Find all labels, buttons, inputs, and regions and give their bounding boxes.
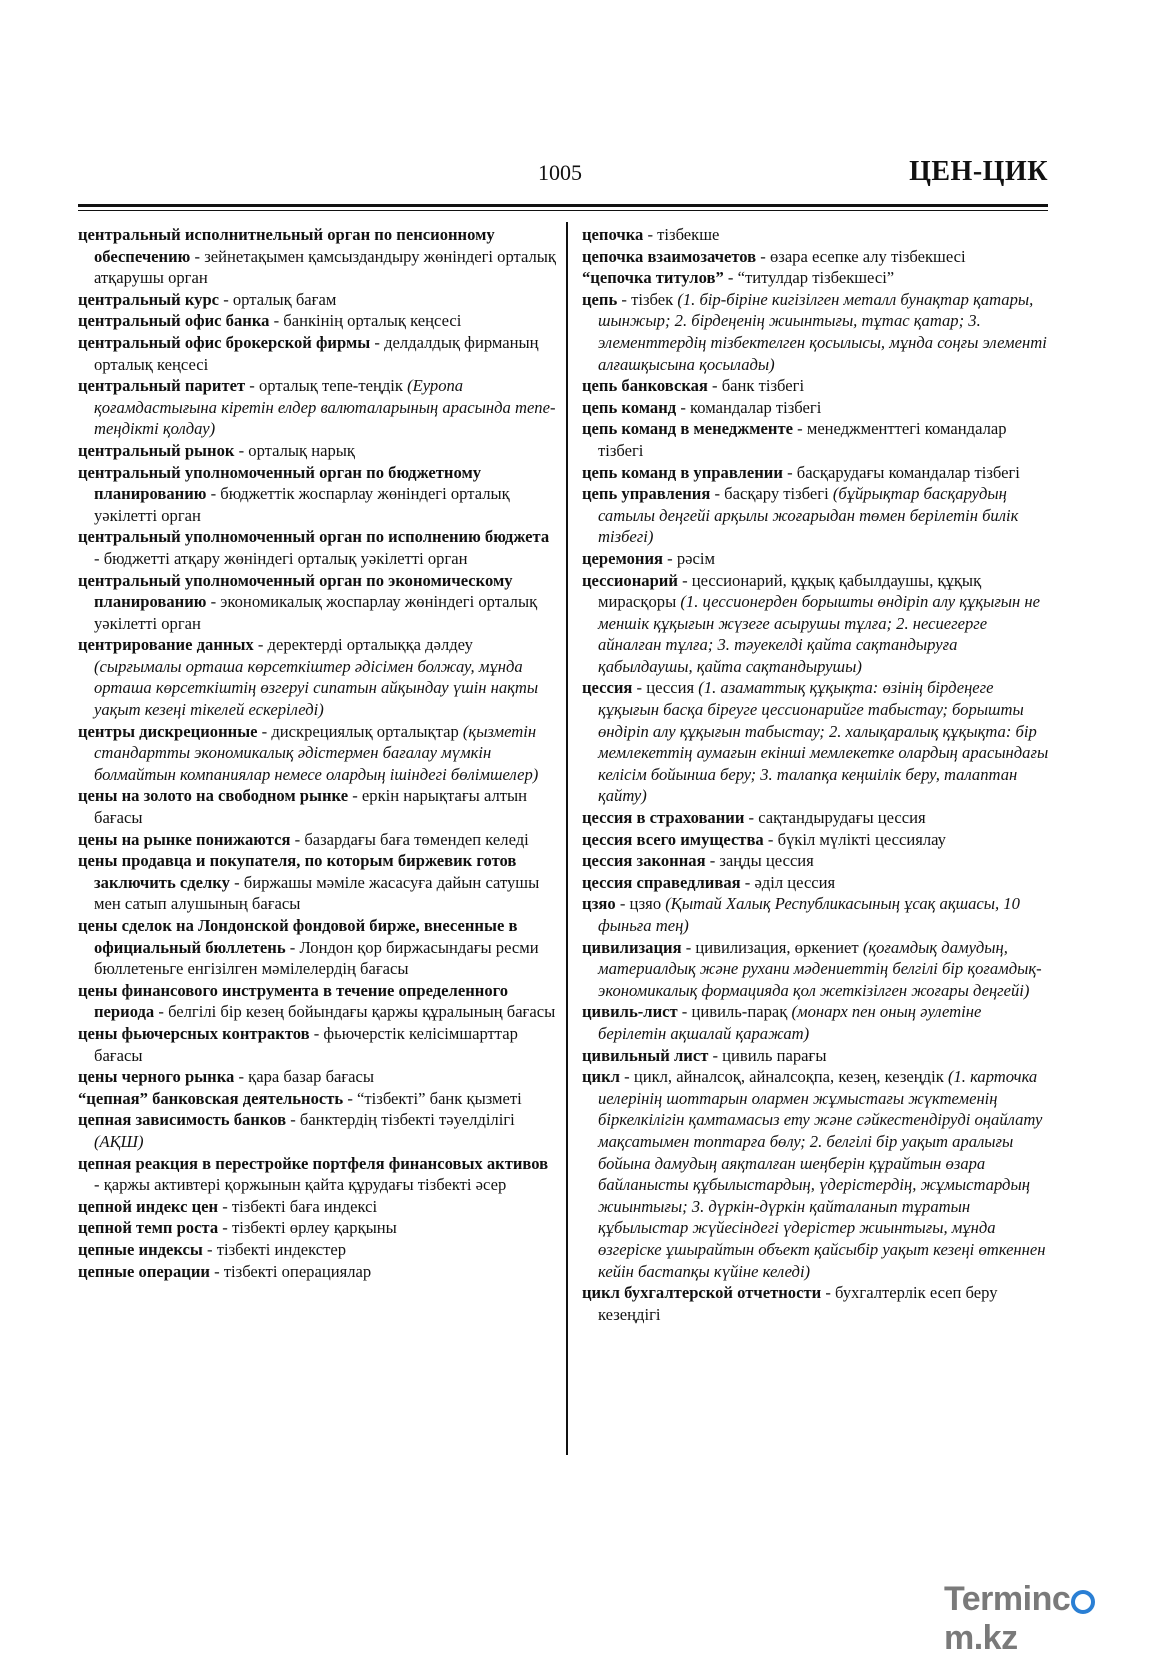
dictionary-entry: цепь команд в управлении - басқарудағы командалар тізбегі [582,462,1020,482]
entry-translation: басқару тізбегі [724,484,829,504]
entry-translation: делдалдық фирманың орталық кеңсесі [94,332,539,374]
entry-translation: фьючерстік келісімшарттар бағасы [94,1023,518,1065]
entry-translation: цивиль-парақ [691,1002,788,1022]
entry-term: цепь команд [582,397,677,417]
entry-note: (бұйрықтар басқарудың сатылы деңгейі арқылы жоғарыдан төмен берілетін билік тізбегі) [598,484,1019,547]
entry-translation: базардағы баға төмендеп келеді [304,829,529,849]
dictionary-entry: центральный офис банка - банкінің орталық кеңсесі [78,311,462,331]
dictionary-entry: цессионарий - цессионарий, құқық қабылдаушы, құқық мирасқоры (1. цессионерден борышты өндіріп алу құқығын не меншік құқығын жүзеге асырушы тұлға; 2. несиегерге айналған тұлға; 3. тәуекелді қайта сақтандыруға қабылдаушы, қайта сақтандырушы) [582,570,1041,676]
dictionary-entry: цессия справедливая - әділ цессия [582,872,836,892]
dictionary-entry: цепная реакция в перестройке портфеля финансовых активов - қаржы активтері қоржынын қайта құрудағы тізбекті әсер [78,1153,549,1195]
dictionary-entry: “цепная” банковская деятельность - “тізбекті” банк қызметі [78,1088,522,1108]
dictionary-entry: цепь управления - басқару тізбегі (бұйрықтар басқарудың сатылы деңгейі арқылы жоғарыдан төмен берілетін билік тізбегі) [582,484,1019,547]
entry-note: (сырғымалы орташа көрсеткіштер әдісімен болжау, мұнда орташа көрсеткіштің өзгеруі сипатын айқындау үшін нақты уақыт кезеңі тікелей ескеріледі) [94,656,539,720]
entry-note: (1. карточка иелерінің шоттарын олармен жұмыстағы жүктеменің біркелкілігін қамтамасыз ету және сәйкестендіруді оңайлату мақсатымен топтарға бөлу; 2. белгілі бір уақыт аралығы бойына дамудың аяқталған шеңберін құрайтын өзара байланысты құбылыстардың, үдерістердің, жұмыстардың жиынтығы; 3. дүркін-дүркін қайталанып тұратын құбылыстар жүйесіндегі үдерістер жиынтығы, мұнда өзгеріске ұшырайтын объект қайсыбір уақыт кезеңі өткеннен кейін бастапқы күйіне келеді) [598,1067,1046,1281]
page-number: 1005 [538,160,582,185]
entry-translation: рәсім [676,548,715,568]
dictionary-entry: цепь банковская - банк тізбегі [582,376,805,396]
entry-translation: цивилизация, өркениет [695,937,859,957]
entry-translation: бухгалтерлік есеп беру кезеңдігі [598,1283,998,1324]
entry-term: цены черного рынка [78,1067,235,1087]
watermark-text-end: m.kz [944,1619,1018,1657]
dictionary-entry: цены черного рынка - қара базар бағасы [78,1067,375,1087]
entry-term: “цепная” банковская деятельность [78,1088,344,1108]
entry-translation: банк тізбегі [721,376,805,396]
entry-term: цепь банковская [582,376,708,396]
entry-translation: менеджменттегі командалар тізбегі [598,419,1007,460]
entry-term: цепь управления [582,484,711,504]
entry-translation: Лондон қор биржасындағы ресми бюллетеньге енгізілген мәмілелердің бағасы [94,937,539,979]
entry-term: цепь команд в менеджменте [582,419,793,439]
column-divider [566,222,568,1455]
right-column [582,224,1052,1325]
dictionary-entry: цепочка - тізбекше [582,225,720,244]
entry-translation: цессионарий, құқық қабылдаушы, құқық мирасқоры [598,570,982,612]
entry-translation: қара базар бағасы [248,1067,375,1087]
dictionary-entry: центральный паритет - орталық тепе-теңдік (Еуропа қоғамдастығына кіретін елдер валюталарының арасында тепе-теңдікті қолдау) [78,376,556,439]
entry-note: (Қытай Халық Республикасының ұсақ ақшасы, 10 фыньға тең) [598,894,1020,935]
entry-term: центральный рынок [78,440,235,460]
entry-term: цивильный лист [582,1045,709,1065]
dictionary-entry: цзяо - цзяо (Қытай Халық Республикасының ұсақ ақшасы, 10 фыньға тең) [582,894,1020,935]
dictionary-entry: цессия в страховании - сақтандырудағы цессия [582,808,926,828]
entry-translation: тізбекті өрлеу қарқыны [231,1218,397,1238]
entry-translation: биржашы мәміле жасасуға дайын сатушы мен сатып алушының бағасы [94,872,540,914]
entry-term: цены на рынке понижаются [78,829,291,849]
entry-translation: әділ цессия [754,872,836,892]
entry-term: цепь [582,289,618,309]
entry-term: цепочка [582,225,644,244]
entry-translation: тізбекті индекстер [216,1239,347,1259]
entry-term: цепь команд в управлении [582,462,783,482]
entry-term: цессия законная [582,851,706,871]
entry-translation: сақтандырудағы цессия [758,808,926,828]
entry-translation: бүкіл мүлікті цессиялау [777,829,946,849]
entry-translation: орталық бағам [232,289,337,309]
entry-term: цикл бухгалтерской отчетности [582,1283,822,1303]
dictionary-entry: цивильный лист - цивиль парағы [582,1045,827,1065]
entry-translation: тізбекті операциялар [223,1261,372,1281]
entry-term: центры дискреционные [78,721,258,741]
dictionary-entry: центрирование данных - деректерді орталыққа дәлдеу (сырғымалы орташа көрсеткіштер әдісімен болжау, мұнда орташа көрсеткіштің өзгеруі сипатын айқындау үшін нақты уақыт кезеңі тікелей ескеріледі) [78,635,539,720]
entry-translation: заңды цессия [719,851,814,871]
entry-translation: цессия [646,678,695,698]
entry-term: цивилизация [582,937,682,957]
entry-term: цзяо [582,894,616,914]
entry-translation: цзяо [629,894,662,914]
entry-translation: тізбекше [657,225,720,244]
entry-term: центрирование данных [78,635,254,655]
header-rule [78,204,1048,207]
dictionary-entry: центральный уполномоченный орган по бюджетному планированию - бюджеттік жоспарлау жөніндегі орталық уәкілетті орган [78,462,510,525]
watermark-logo [944,1580,1158,1658]
entry-note: (қоғамдық дамудың, материалдық және рухани мәдениеттің белгілі бір қоғамдық-экономикалық формацияда қол жеткізілген жоғары деңгейі) [598,937,1042,1000]
dictionary-entry: цены продавца и покупателя, по которым биржевик готов заключить сделку - биржашы мәміле жасасуға дайын сатушы мен сатып алушының бағасы [78,851,540,914]
watermark-text-mid: c [1051,1580,1071,1618]
entry-term: церемония [582,548,663,568]
entry-translation: тізбек [631,289,674,309]
entry-term: цепная реакция в перестройке портфеля финансовых активов [78,1153,549,1173]
entry-term: цепная зависимость банков [78,1110,287,1130]
entry-translation: “тізбекті” банк қызметі [357,1088,522,1108]
entry-term: цессия всего имущества [582,829,764,849]
entry-translation: деректерді орталыққа дәлдеу [267,635,473,655]
entry-translation: дискрециялық орталықтар [271,721,459,741]
entry-translation: экономикалық жоспарлау жөніндегі орталық уәкілетті орган [94,592,538,633]
dictionary-entry: цивилизация - цивилизация, өркениет (қоғамдық дамудың, материалдық және рухани мәдениеттің белгілі бір қоғамдық-экономикалық формацияда қол жеткізілген жоғары деңгейі) [582,937,1042,1000]
entry-note: (1. цессионерден борышты өндіріп алу құқығын не меншік құқығын жүзеге асырушы тұлға; 2. несиегерге айналған тұлға; 3. тәуекелді қайта сақтандыруға қабылдаушы, қайта сақтандырушы) [598,592,1041,676]
dictionary-entry: цены на золото на свободном рынке - еркін нарықтағы алтын бағасы [78,786,528,828]
entry-translation: цивиль парағы [722,1045,827,1065]
entry-translation: зейнетақымен қамсыздандыру жөніндегі орталық атқарушы орган [94,246,556,288]
entry-term: цивиль-лист [582,1002,678,1022]
entry-term: центральный офис банка [78,311,270,331]
entry-term: центральный уполномоченный орган по исполнению бюджета [78,527,550,547]
header-rule-thin [78,210,1048,211]
entry-note: (Еуропа қоғамдастығына кіретін елдер валюталарының арасында тепе-теңдікті қолдау) [94,376,556,439]
dictionary-entry: центральный уполномоченный орган по экономическому планированию - экономикалық жоспарлау жөніндегі орталық уәкілетті орган [78,570,538,633]
dictionary-entry: церемония - рәсім [582,548,715,568]
entry-term: цикл [582,1067,620,1087]
dictionary-entry: цессия законная - заңды цессия [582,851,814,871]
entry-translation: бюджеттік жоспарлау жөніндегі орталық уәкілетті орган [94,484,510,525]
entry-term: цены фьючерсных контрактов [78,1023,310,1043]
dictionary-entry: цессия - цессия (1. азаматтық құқықта: өзінің бірдеңеге құқығын басқа біреуге цессионарийге табыстау; борышты өндіріп алу құқығын табыстау; 2. халықаралық құқықта: бір мемлекеттің аумағын екінші мемлекетке олардың арасындағы келісім бойынша беру; 3. талапқа кеңшілік беру, талаптан қайту) [582,678,1049,806]
dictionary-entry: цены сделок на Лондонской фондовой бирже, внесенные в официальный бюллетень - Лондон қор биржасындағы ресми бюллетеньге енгізілген мәмілелердің бағасы [78,916,539,979]
dictionary-entry: цепь - тізбек (1. бір-біріне кигізілген металл бунақтар қатары, шынжыр; 2. бірдеңенің жиынтығы, тұтас қатар; 3. элементтердің тізбектелген қосылысы, мұнда соңғы элементі алғашқысына қосылады) [582,289,1047,374]
dictionary-entry: цепные операции - тізбекті операциялар [78,1261,372,1281]
watermark-text-start: Termin [944,1580,1052,1618]
entry-note: (АҚШ) [94,1131,144,1151]
entry-term: цепные операции [78,1261,210,1281]
entry-translation: командалар тізбегі [690,397,822,417]
left-column [78,224,556,1282]
entry-term: центральный паритет [78,376,246,396]
entry-translation: белгілі бір кезең бойындағы қаржы құралының бағасы [168,1002,556,1022]
dictionary-entry: цены финансового инструмента в течение определенного периода - белгілі бір кезең бойындағы қаржы құралының бағасы [78,980,556,1022]
entry-note: (1. азаматтық құқықта: өзінің бірдеңеге құқығын басқа біреуге цессионарийге табыстау; борышты өндіріп алу құқығын табыстау; 2. халықаралық құқықта: бір мемлекеттің аумағын екінші мемлекетке олардың арасындағы келісім бойынша беру; 3. талапқа кеңшілік беру, талаптан қайту) [598,678,1049,806]
entry-note: (монарх пен оның әулетіне берілетін ақшалай қаражат) [598,1002,982,1043]
entry-term: цессионарий [582,570,678,590]
entry-translation: цикл, айналсоқ, айналсоқпа, кезең, кезеңдік [633,1067,944,1087]
dictionary-entry: цепные индексы - тізбекті индекстер [78,1239,347,1259]
entry-term: цены продавца и покупателя, по которым биржевик готов заключить сделку [78,851,517,892]
entry-translation: орталық тепе-теңдік [258,376,403,396]
entry-translation: банктердің тізбекті тәуелділігі [299,1110,515,1130]
entry-term: цены на золото на свободном рынке [78,786,349,806]
entry-translation: “титулдар тізбекшесі” [737,268,895,288]
dictionary-entry: цикл - цикл, айналсоқ, айналсоқпа, кезең, кезеңдік (1. карточка иелерінің шоттарын олармен жұмыстағы жүктеменің біркелкілігін қамтамасыз ету және сәйкестендіруді оңайлату мақсатымен топтарға бөлу; 2. белгілі бір уақыт аралығы бойына дамудың аяқталған шеңберін құрайтын өзара байланысты құбылыстардың, үдерістердің, жұмыстардың жиынтығы; 3. дүркін-дүркін қайталанып тұратын құбылыстар жүйесіндегі үдерістер жиынтығы, мұнда өзгеріске ұшырайтын объект қайсыбір уақыт кезеңі өткеннен кейін бастапқы күйіне келеді) [582,1067,1046,1281]
entry-term: цепной индекс цен [78,1196,219,1216]
dictionary-entry: центральный курс - орталық бағам [78,289,337,309]
dictionary-entry: центры дискреционные - дискрециялық орталықтар (қызметін стандартты экономикалық әдістермен бағалау мүмкін болмайтын компаниялар немесе олардың ішіндегі бөлімшелер) [78,721,539,784]
dictionary-entry: цепочка взаимозачетов - өзара есепке алу тізбекшесі [582,246,966,266]
dictionary-entry: цепь команд в менеджменте - менеджменттегі командалар тізбегі [582,419,1007,460]
dictionary-entry: цепной темп роста - тізбекті өрлеу қарқыны [78,1218,397,1238]
dictionary-entry: “цепочка титулов” - “титулдар тізбекшесі” [582,268,895,288]
entry-translation: қаржы активтері қоржынын қайта құрудағы тізбекті әсер [103,1175,507,1195]
entry-term: центральный уполномоченный орган по бюджетному планированию [78,462,482,504]
globe-o-icon [1071,1590,1095,1614]
dictionary-entry: центральный рынок - орталық нарық [78,440,355,460]
entry-term: цены сделок на Лондонской фондовой бирже, внесенные в официальный бюллетень [78,916,518,957]
dictionary-entry: цессия всего имущества - бүкіл мүлікті цессиялау [582,829,946,849]
entry-term: цены финансового инструмента в течение определенного периода [78,980,509,1022]
entry-term: центральный курс [78,289,220,309]
entry-term: центральный офис брокерской фирмы [78,332,371,352]
dictionary-entry: цены фьючерсных контрактов - фьючерстік келісімшарттар бағасы [78,1023,518,1065]
dictionary-entry: цены на рынке понижаются - базардағы баға төмендеп келеді [78,829,529,849]
entry-note: (қызметін стандартты экономикалық әдістермен бағалау мүмкін болмайтын компаниялар немесе олардың ішіндегі бөлімшелер) [94,721,539,784]
entry-note: (1. бір-біріне кигізілген металл бунақтар қатары, шынжыр; 2. бірдеңенің жиынтығы, тұтас қатар; 3. элементтердің тізбектелген қосылысы, мұнда соңғы элементі алғашқысына қосылады) [598,289,1047,374]
entry-term: цепной темп роста [78,1218,219,1238]
entry-term: цессия в страховании [582,808,745,828]
entry-term: цессия [582,678,633,698]
entry-translation: еркін нарықтағы алтын бағасы [94,786,528,828]
dictionary-entry: цивиль-лист - цивиль-парақ (монарх пен оның әулетіне берілетін ақшалай қаражат) [582,1002,982,1043]
entry-translation: өзара есепке алу тізбекшесі [769,246,966,266]
entry-translation: бюджетті атқару жөніндегі орталық уәкілетті орган [103,548,468,568]
entry-translation: банкінің орталық кеңсесі [283,311,462,331]
entry-term: центральный исполнитнельный орган по пенсионному обеспечению [78,225,495,266]
dictionary-entry: цепная зависимость банков - банктердің тізбекті тәуелділігі (АҚШ) [78,1110,515,1151]
dictionary-entry: центральный уполномоченный орган по исполнению бюджета - бюджетті атқару жөніндегі орталық уәкілетті орган [78,527,550,568]
entry-translation: орталық нарық [248,440,355,460]
entry-term: цепочка взаимозачетов [582,246,757,266]
dictionary-entry: цикл бухгалтерской отчетности - бухгалтерлік есеп беру кезеңдігі [582,1283,998,1324]
dictionary-entry: цепь команд - командалар тізбегі [582,397,822,417]
entry-term: цессия справедливая [582,872,741,892]
dictionary-entry: цепной индекс цен - тізбекті баға индексі [78,1196,378,1216]
entry-translation: басқарудағы командалар тізбегі [796,462,1020,482]
entry-term: центральный уполномоченный орган по экономическому планированию [78,570,513,612]
entry-term: “цепочка титулов” [582,268,724,288]
dictionary-entry: центральный исполнитнельный орган по пенсионному обеспечению - зейнетақымен қамсыздандыру жөніндегі орталық атқарушы орган [78,225,556,288]
dictionary-entry: центральный офис брокерской фирмы - делдалдық фирманың орталық кеңсесі [78,332,539,374]
entry-translation: тізбекті баға индексі [231,1196,378,1216]
running-head: ЦЕН-ЦИК [909,156,1048,187]
entry-term: цепные индексы [78,1239,203,1259]
